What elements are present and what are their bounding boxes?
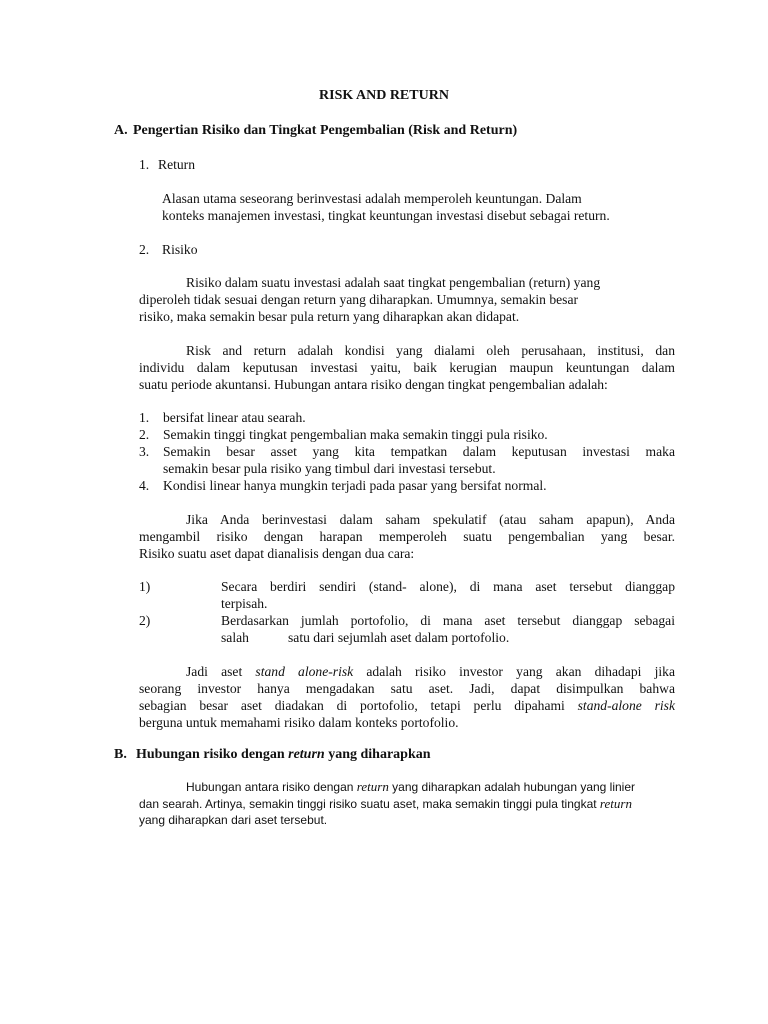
section-b-italic-term: return <box>356 779 389 794</box>
item-1-label: Return <box>158 157 195 172</box>
section-b-marker: B. <box>114 747 127 762</box>
return-paragraph-line: konteks manajemen investasi, tingkat keuntungan investasi disebut sebagai return. <box>162 208 610 223</box>
jadi-text: Jadi aset <box>186 664 256 679</box>
jadi-italic-term: stand alone-risk <box>255 664 354 679</box>
list-text: Kondisi linear hanya mungkin terjadi pada pasar yang bersifat normal. <box>163 478 547 493</box>
section-b-heading <box>114 746 431 764</box>
way-text: Secara berdiri sendiri (stand- alone), di mana aset tersebut dianggap <box>221 579 675 594</box>
jika-paragraph-line: Jika Anda berinvestasi dalam saham spekulatif (atau saham apapun), Anda <box>186 512 675 527</box>
way-text-continuation: salah <box>221 630 249 645</box>
jadi-paragraph-line <box>139 697 675 714</box>
risiko-paragraph-line: Risiko dalam suatu investasi adalah saat tingkat pengembalian (return) yang <box>186 275 601 290</box>
list-item <box>139 426 548 443</box>
jadi-text: adalah risiko investor yang akan dihadapi jika <box>353 664 675 679</box>
section-b-italic: return <box>288 747 325 762</box>
list-item <box>139 409 306 426</box>
section-b-text: Hubungan risiko dengan <box>136 747 289 762</box>
section-b-paragraph-line: yang diharapkan dari aset tersebut. <box>139 813 328 827</box>
section-a-marker: A. <box>114 123 128 138</box>
risiko-paragraph-line: risiko, maka semakin besar pula return yang diharapkan akan didapat. <box>139 309 520 324</box>
page-title: RISK AND RETURN <box>319 88 449 103</box>
list-item <box>139 477 547 494</box>
jadi-paragraph-line: seorang investor hanya mengadakan satu aset. Jadi, dapat disimpulkan bahwa <box>139 681 675 696</box>
section-a-heading <box>114 122 517 140</box>
risiko-paragraph-line: diperoleh tidak sesuai dengan return yang diharapkan. Umumnya, semakin besar <box>139 292 579 307</box>
item-1-heading <box>139 156 195 173</box>
jadi-italic-term: stand-alone risk <box>577 698 675 713</box>
list-number: 2. <box>139 427 150 442</box>
section-b-title <box>136 746 431 764</box>
risk-return-paragraph-line: suatu periode akuntansi. Hubungan antara risiko dengan tingkat pengembalian adalah: <box>139 377 608 392</box>
jadi-paragraph-line <box>186 663 675 680</box>
section-b-paragraph-line <box>186 778 635 796</box>
item-2-marker: 2. <box>139 242 150 257</box>
list-number: 3. <box>139 444 150 459</box>
section-b-text: yang diharapkan <box>324 747 431 762</box>
list-text: Semakin tinggi tingkat pengembalian maka semakin tinggi pula risiko. <box>163 427 548 442</box>
risk-return-paragraph-line: Risk and return adalah kondisi yang dialami oleh perusahaan, institusi, dan <box>186 343 675 358</box>
jika-paragraph-line: mengambil risiko dengan harapan memperoleh suatu pengembalian yang besar. <box>139 529 675 544</box>
return-paragraph-line: Alasan utama seseorang berinvestasi adalah memperoleh keuntungan. Dalam <box>162 191 582 206</box>
item-1-marker: 1. <box>139 157 150 172</box>
list-text-continuation: semakin besar pula risiko yang timbul dari investasi tersebut. <box>163 461 496 476</box>
item-2-label: Risiko <box>162 242 198 257</box>
jika-paragraph-line: Risiko suatu aset dapat dianalisis dengan dua cara: <box>139 546 415 561</box>
list-text: bersifat linear atau searah. <box>163 410 306 425</box>
way-text-continuation: terpisah. <box>221 596 268 611</box>
section-b-italic-term: return <box>599 796 632 811</box>
section-a-title: Pengertian Risiko dan Tingkat Pengembalian (Risk and Return) <box>133 123 518 138</box>
way-text-continuation: satu dari sejumlah aset dalam portofolio. <box>288 630 510 645</box>
section-b-para-text: yang diharapkan adalah hubungan yang linier <box>388 780 636 794</box>
list-item <box>139 443 675 460</box>
section-b-para-text: Hubungan antara risiko dengan <box>186 780 357 794</box>
jadi-paragraph-line: berguna untuk memahami risiko dalam konteks portofolio. <box>139 715 459 730</box>
list-number: 1. <box>139 410 150 425</box>
list-text: Semakin besar asset yang kita tempatkan dalam keputusan investasi maka <box>163 444 675 459</box>
risk-return-paragraph-line: individu dalam keputusan investasi yaitu, baik kerugian maupun keuntungan dalam <box>139 360 675 375</box>
jadi-text: sebagian besar aset diadakan di portofolio, tetapi perlu dipahami <box>139 698 578 713</box>
section-b-para-text: dan searah. Artinya, semakin tinggi risiko suatu aset, maka semakin tinggi pula tingkat <box>139 797 600 811</box>
way-number: 1) <box>139 579 151 594</box>
way-text: Berdasarkan jumlah portofolio, di mana aset tersebut dianggap sebagai <box>221 613 675 628</box>
item-2-heading <box>139 241 198 258</box>
way-number: 2) <box>139 613 151 628</box>
section-b-paragraph-line <box>139 795 632 813</box>
list-number: 4. <box>139 478 150 493</box>
